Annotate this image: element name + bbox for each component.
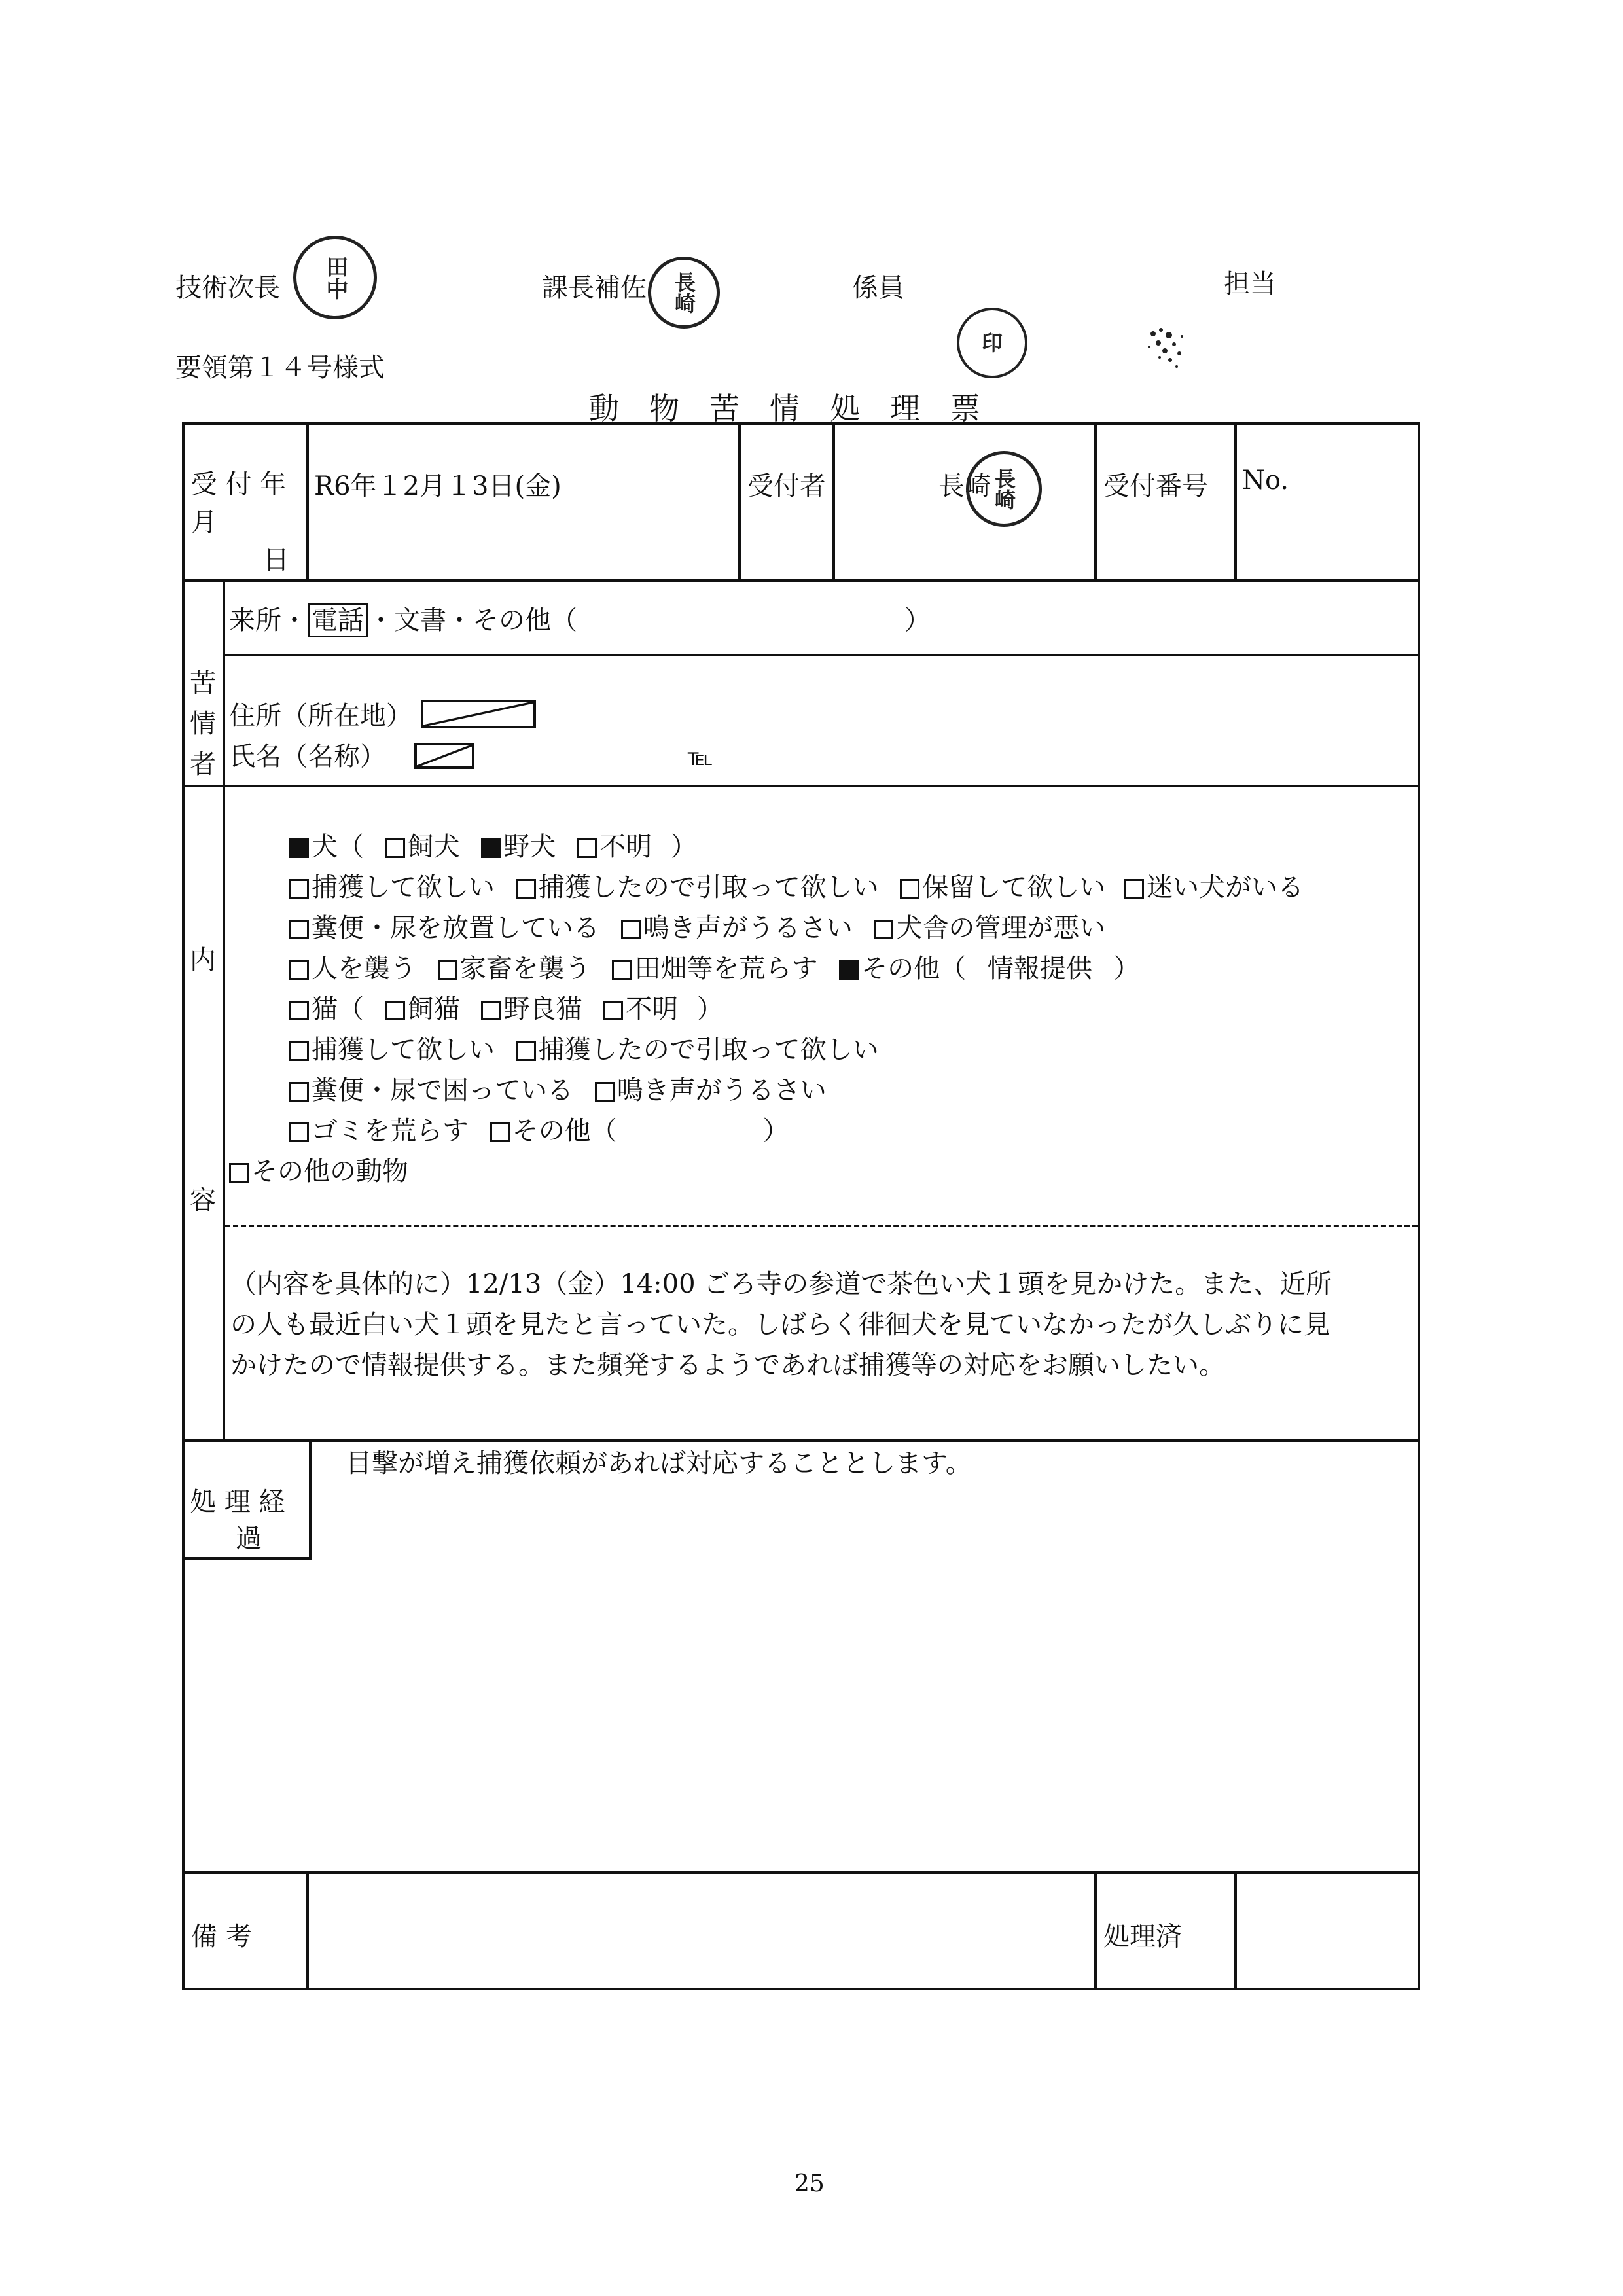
cat-pickup-label: 捕獲したので引取って欲しい [538,1035,879,1065]
reception-number-label-cell [1096,423,1236,581]
cat-label: 猫（ [312,994,364,1024]
dog-capture-label: 捕獲して欲しい [312,872,495,903]
complainant-label-char-1: 苦 [190,668,216,698]
pet-dog-label: 飼犬 [407,832,460,862]
form-title: 動 物 苦 情 処 理 票 [589,391,980,426]
cat-barking-label: 鳴き声がうるさい [616,1075,827,1105]
dog-pickup-checkbox[interactable] [516,879,536,899]
dog-attack-livestock-checkbox[interactable] [438,960,457,980]
complainant-cell [224,581,1419,786]
dog-hold-checkbox[interactable] [900,879,919,899]
processing-text: 目撃が増え捕獲依頼があれば対応することとします。 [346,1448,972,1479]
section-assistant-seal [648,257,720,329]
other-animals-line [229,1151,408,1192]
technical-deputy-label: 技術次長 [175,273,280,303]
lost-dog-label: 迷い犬がいる [1147,872,1304,903]
dog-close: ） [670,832,697,862]
dog-attack-livestock-label: 家畜を襲う [459,954,591,984]
cat-options-row-3 [289,1111,1304,1151]
reception-number-cell [1236,423,1419,581]
done-value-cell[interactable] [1236,1873,1419,1989]
unknown-dog-checkbox[interactable] [577,838,597,858]
address-line [229,696,536,736]
processing-label: 処 理 経 [190,1487,285,1517]
stray-dog-checkbox[interactable] [481,838,501,858]
dog-hold-label: 保留して欲しい [922,872,1106,903]
reception-number-value: No. [1242,465,1289,495]
detail-line-1: （内容を具体的に）12/13（金）14:00 ごろ寺の参道で茶色い犬１頭を見かけた。また、近所 [230,1269,1332,1299]
processing-label-2: 過 [236,1524,262,1554]
cat-garbage-label: ゴミを荒らす [312,1116,469,1146]
pet-cat-checkbox[interactable] [385,1001,405,1020]
detail-line-2: の人も最近白い犬１頭を見たと言っていた。しばらく徘徊犬を見ていなかったが久しぶりに見 [230,1310,1330,1340]
content-label-bottom: 容 [190,1185,216,1215]
contact-method-phone-selected[interactable]: 電話 [308,603,368,637]
receiver-seal [966,451,1042,527]
reception-date-label-cell [183,423,308,581]
other-animals-checkbox[interactable] [229,1163,249,1183]
dog-options-row-1 [289,867,1304,908]
dog-other-checkbox[interactable] [839,960,859,980]
remarks-value-cell[interactable] [308,1873,1096,1989]
dog-waste-label: 糞便・尿を放置している [312,913,599,943]
receiver-label-cell [740,423,834,581]
cat-line [289,989,1304,1030]
dog-kennel-checkbox[interactable] [874,920,893,939]
dog-barking-label: 鳴き声がうるさい [643,913,853,943]
stray-dog-label: 野犬 [503,832,556,862]
section-assistant-label: 課長補佐 [542,273,647,303]
dog-other-value: 情報提供 [987,954,1092,984]
stray-cat-label: 野良猫 [503,994,582,1024]
cat-capture-label: 捕獲して欲しい [312,1035,495,1065]
staff-seal [957,308,1027,378]
receiver-label: 受付者 [747,471,826,501]
cat-other-checkbox[interactable] [490,1122,510,1142]
dog-options-row-2 [289,908,1304,948]
processing-cell [183,1441,1419,1873]
cat-waste-checkbox[interactable] [289,1082,309,1102]
unknown-cat-checkbox[interactable] [603,1001,623,1020]
reception-number-label: 受付番号 [1103,471,1208,501]
dog-barking-checkbox[interactable] [621,920,641,939]
staff-label: 係員 [852,273,904,303]
cat-options-row-2 [289,1070,1304,1111]
processing-label-box [185,1442,312,1560]
cat-other-close: ） [762,1116,789,1146]
dog-label: 犬（ [312,832,364,862]
cat-garbage-checkbox[interactable] [289,1122,309,1142]
dog-fields-label: 田畑等を荒らす [634,954,818,984]
dog-capture-checkbox[interactable] [289,879,309,899]
dog-other-label: その他（ [861,954,967,984]
dog-other-close: ） [1113,954,1140,984]
unknown-cat-label: 不明 [626,994,679,1024]
dog-waste-checkbox[interactable] [289,920,309,939]
dog-attack-people-label: 人を襲う [312,954,416,984]
cat-other-label: その他（ [512,1116,617,1146]
cat-waste-label: 糞便・尿で困っている [312,1075,573,1105]
dog-pickup-label: 捕獲したので引取って欲しい [538,872,879,903]
stray-cat-checkbox[interactable] [481,1001,501,1020]
name-redaction [414,743,474,769]
receiver-cell [834,423,1096,581]
lost-dog-checkbox[interactable] [1124,879,1144,899]
done-label: 処理済 [1103,1922,1182,1952]
cat-options-row-1 [289,1030,1304,1070]
form-id: 要領第１４号様式 [175,353,385,383]
seal-text: 長崎 [991,468,1016,510]
content-cell [224,786,1419,1441]
content-label-cell [183,786,224,1441]
contact-method-close: ） [904,605,931,636]
dog-checkbox[interactable] [289,838,309,858]
pet-cat-label: 飼猫 [407,994,460,1024]
address-redaction [421,700,536,728]
dog-attack-people-checkbox[interactable] [289,960,309,980]
cat-close: ） [696,994,723,1024]
unknown-dog-label: 不明 [599,832,652,862]
dog-fields-checkbox[interactable] [612,960,632,980]
contact-method-suffix: ・文書・その他（ [368,605,577,636]
complainant-label-char-2: 情 [190,709,216,739]
reception-date-label-day: 日 [263,545,289,575]
seal-text: 印 [981,331,1003,355]
detail-line-3: かけたので情報提供する。また頻発するようであれば捕獲等の対応をお願いしたい。 [230,1350,1225,1380]
tel-label: ℡ [687,744,713,771]
complainant-label-char-3: 者 [190,749,216,780]
address-label: 住所（所在地） [229,701,412,731]
name-line [229,736,713,778]
seal-text: 田中 [322,255,348,300]
person-in-charge-stamp-mark [1140,321,1199,380]
reception-date-label: 受 付 年 月 [191,469,287,537]
done-label-cell [1096,1873,1236,1989]
cat-pickup-checkbox[interactable] [516,1041,536,1061]
reception-date-value: R6年１2月１3日(金) [314,471,562,501]
person-in-charge-label: 担当 [1224,269,1276,299]
cat-barking-checkbox[interactable] [595,1082,615,1102]
cat-capture-checkbox[interactable] [289,1041,309,1061]
seal-text: 長崎 [671,272,696,314]
dog-options-row-3 [289,948,1304,989]
dog-kennel-label: 犬舎の管理が悪い [896,913,1106,943]
remarks-label: 備 考 [191,1922,252,1952]
contact-method-line [229,600,931,641]
pet-dog-checkbox[interactable] [385,838,405,858]
receiver-name: 長崎 [938,471,991,501]
remarks-label-cell [183,1873,308,1989]
cat-checkbox[interactable] [289,1001,309,1020]
page-number: 25 [794,2170,825,2197]
technical-deputy-seal [293,236,377,319]
name-label: 氏名（名称） [229,742,386,772]
other-animals-label: その他の動物 [251,1157,408,1187]
contact-method-prefix: 来所・ [229,605,308,636]
content-label-top: 内 [190,945,216,975]
complainant-label-cell [183,581,224,786]
complaint-form [182,422,1420,1990]
reception-date-cell [308,423,740,581]
dog-line [289,827,1304,867]
